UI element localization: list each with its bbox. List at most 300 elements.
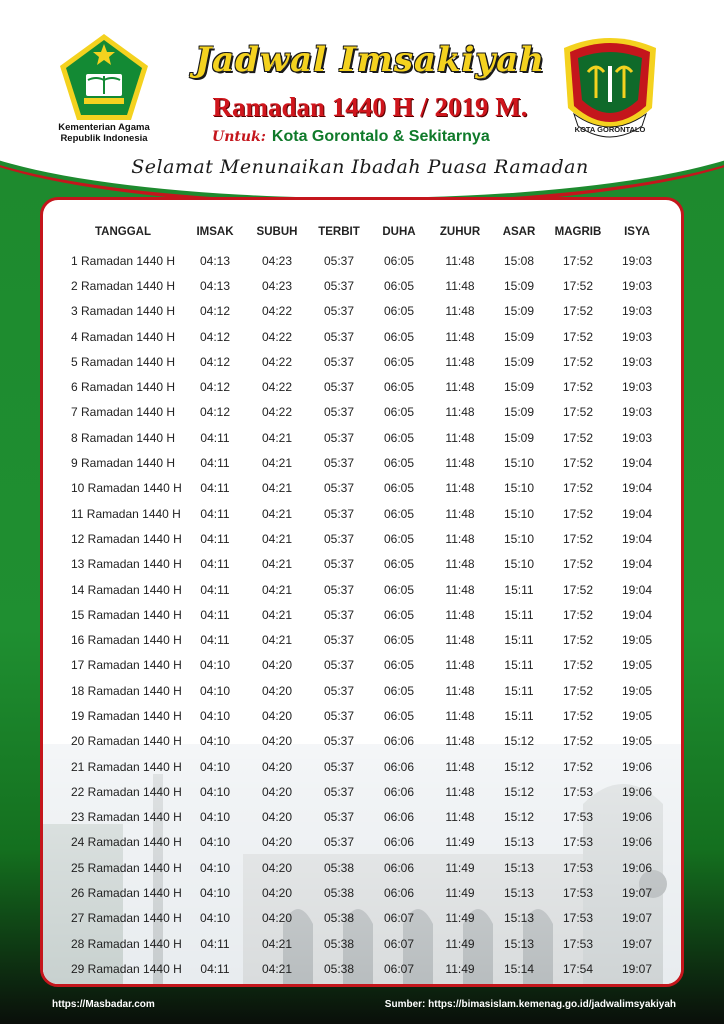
- cell-magrib: 17:52: [562, 506, 594, 521]
- cell-imsak: 04:11: [200, 481, 230, 496]
- cell-duha: 06:06: [383, 810, 415, 825]
- cell-imsak: 04:11: [200, 607, 230, 622]
- cell-terbit: 05:37: [323, 734, 355, 749]
- cell-isya: 19:03: [621, 278, 653, 293]
- cell-asar: 15:09: [503, 430, 535, 445]
- header-isya: ISYA: [624, 226, 650, 238]
- cell-date: 11 Ramadan 1440 H: [71, 506, 181, 521]
- cell-asar: 15:10: [503, 506, 535, 521]
- cell-asar: 15:11: [504, 658, 534, 673]
- cell-terbit: 05:37: [323, 253, 355, 268]
- cell-asar: 15:09: [503, 278, 535, 293]
- header-terbit: TERBIT: [318, 226, 360, 238]
- cell-duha: 06:05: [383, 607, 415, 622]
- cell-isya: 19:04: [621, 531, 653, 546]
- cell-isya: 19:07: [621, 936, 653, 951]
- cell-magrib: 17:52: [562, 708, 594, 723]
- cell-terbit: 05:37: [323, 430, 355, 445]
- cell-isya: 19:03: [621, 304, 653, 319]
- cell-duha: 06:06: [383, 784, 415, 799]
- cell-date: 27 Ramadan 1440 H: [71, 911, 182, 926]
- cell-duha: 06:06: [383, 835, 415, 850]
- cell-duha: 06:05: [383, 430, 415, 445]
- cell-isya: 19:04: [621, 557, 653, 572]
- cell-zuhur: 11:49: [445, 886, 475, 901]
- cell-terbit: 05:37: [323, 405, 355, 420]
- city-crest-text: KOTA GORONTALO: [574, 125, 646, 134]
- table-row: [61, 425, 665, 450]
- cell-zuhur: 11:48: [445, 582, 475, 597]
- cell-imsak: 04:11: [200, 456, 230, 471]
- cell-zuhur: 11:48: [445, 683, 475, 698]
- cell-duha: 06:05: [383, 506, 415, 521]
- cell-magrib: 17:53: [562, 936, 594, 951]
- cell-duha: 06:05: [383, 582, 415, 597]
- cell-magrib: 17:53: [562, 911, 594, 926]
- cell-imsak: 04:10: [199, 683, 231, 698]
- cell-duha: 06:06: [383, 734, 415, 749]
- cell-asar: 15:13: [503, 936, 535, 951]
- cell-magrib: 17:52: [562, 405, 594, 420]
- cell-duha: 06:06: [383, 759, 415, 774]
- cell-asar: 15:12: [503, 810, 535, 825]
- cell-isya: 19:03: [621, 354, 653, 369]
- cell-duha: 06:05: [383, 683, 415, 698]
- cell-asar: 15:11: [504, 683, 534, 698]
- cell-duha: 06:05: [383, 658, 415, 673]
- cell-date: 24 Ramadan 1440 H: [71, 835, 182, 850]
- cell-asar: 15:11: [504, 633, 534, 648]
- cell-magrib: 17:52: [562, 607, 594, 622]
- cell-magrib: 17:53: [562, 886, 594, 901]
- cell-magrib: 17:52: [562, 380, 594, 395]
- cell-duha: 06:07: [383, 961, 415, 976]
- table-body: [61, 248, 665, 982]
- cell-magrib: 17:52: [562, 329, 594, 344]
- cell-zuhur: 11:48: [445, 405, 475, 420]
- cell-subuh: 04:20: [261, 860, 293, 875]
- table-row: [61, 602, 665, 627]
- cell-zuhur: 11:48: [445, 633, 475, 648]
- table-row: [61, 324, 665, 349]
- cell-zuhur: 11:48: [445, 430, 475, 445]
- cell-date: 6 Ramadan 1440 H: [71, 380, 176, 395]
- title-main: Ramadan 1440 H / 2019 M.: [212, 92, 528, 122]
- cell-terbit: 05:37: [323, 506, 355, 521]
- cell-zuhur: 11:49: [445, 936, 475, 951]
- cell-subuh: 04:20: [261, 784, 293, 799]
- cell-date: 8 Ramadan 1440 H: [71, 430, 176, 445]
- cell-date: 7 Ramadan 1440 H: [71, 405, 176, 420]
- cell-imsak: 04:13: [199, 278, 231, 293]
- footer-website: https://Masbadar.com: [52, 999, 155, 1010]
- cell-subuh: 04:23: [261, 253, 293, 268]
- cell-date: 22 Ramadan 1440 H: [71, 784, 182, 799]
- cell-asar: 15:10: [503, 557, 535, 572]
- cell-date: 15 Ramadan 1440 H: [71, 607, 182, 622]
- cell-date: 18 Ramadan 1440 H: [71, 683, 182, 698]
- cell-imsak: 04:12: [199, 329, 231, 344]
- cell-asar: 15:11: [504, 582, 534, 597]
- cell-zuhur: 11:49: [445, 835, 475, 850]
- cell-magrib: 17:52: [562, 582, 594, 597]
- cell-imsak: 04:12: [199, 304, 231, 319]
- cell-subuh: 04:21: [261, 936, 293, 951]
- cell-duha: 06:05: [383, 531, 415, 546]
- cell-imsak: 04:10: [199, 734, 231, 749]
- cell-subuh: 04:21: [261, 607, 293, 622]
- cell-asar: 15:11: [504, 607, 534, 622]
- header-asar: ASAR: [502, 226, 536, 238]
- cell-subuh: 04:21: [261, 531, 293, 546]
- cell-terbit: 05:37: [323, 708, 355, 723]
- untuk-label: Untuk:: [212, 129, 266, 145]
- cell-date: 17 Ramadan 1440 H: [71, 658, 182, 673]
- cell-date: 25 Ramadan 1440 H: [71, 860, 182, 875]
- cell-zuhur: 11:48: [445, 456, 475, 471]
- cell-subuh: 04:22: [261, 304, 293, 319]
- cell-date: 2 Ramadan 1440 H: [71, 278, 176, 293]
- cell-duha: 06:05: [383, 405, 415, 420]
- cell-subuh: 04:22: [261, 380, 293, 395]
- header-imsak: IMSAK: [196, 226, 234, 238]
- cell-date: 19 Ramadan 1440 H: [71, 708, 182, 723]
- cell-terbit: 05:38: [323, 911, 355, 926]
- cell-subuh: 04:21: [261, 481, 293, 496]
- footer-source: Sumber: https://bimasislam.kemenag.go.id/jadwalimsyakiyah: [384, 999, 676, 1010]
- table-row: [61, 526, 665, 551]
- cell-asar: 15:10: [503, 456, 535, 471]
- table-row: [61, 855, 665, 880]
- cell-magrib: 17:52: [562, 734, 594, 749]
- cell-imsak: 04:11: [200, 582, 230, 597]
- cell-asar: 15:09: [503, 380, 535, 395]
- cell-terbit: 05:37: [323, 607, 355, 622]
- cell-zuhur: 11:49: [445, 961, 475, 976]
- cell-zuhur: 11:48: [445, 734, 475, 749]
- cell-subuh: 04:20: [261, 911, 293, 926]
- cell-imsak: 04:10: [199, 911, 231, 926]
- cell-imsak: 04:12: [199, 354, 231, 369]
- cell-isya: 19:05: [621, 658, 653, 673]
- cell-date: 16 Ramadan 1440 H: [71, 633, 182, 648]
- table-row: [61, 678, 665, 703]
- cell-duha: 06:05: [383, 354, 415, 369]
- table-row: [61, 273, 665, 298]
- cell-isya: 19:03: [621, 380, 653, 395]
- cell-subuh: 04:20: [261, 734, 293, 749]
- table-row: [61, 653, 665, 678]
- cell-imsak: 04:11: [200, 430, 230, 445]
- cell-zuhur: 11:48: [445, 708, 475, 723]
- cell-magrib: 17:54: [562, 961, 594, 976]
- cell-imsak: 04:11: [200, 961, 230, 976]
- cell-duha: 06:05: [383, 380, 415, 395]
- cell-isya: 19:03: [621, 253, 653, 268]
- cell-terbit: 05:37: [323, 278, 355, 293]
- cell-isya: 19:06: [621, 784, 653, 799]
- cell-imsak: 04:12: [199, 380, 231, 395]
- cell-magrib: 17:52: [562, 278, 594, 293]
- cell-imsak: 04:11: [200, 531, 230, 546]
- cell-terbit: 05:38: [323, 961, 355, 976]
- cell-imsak: 04:10: [199, 810, 231, 825]
- cell-duha: 06:07: [383, 936, 415, 951]
- cell-isya: 19:04: [621, 506, 653, 521]
- cell-isya: 19:06: [621, 835, 653, 850]
- cell-isya: 19:06: [621, 860, 653, 875]
- ministry-line1: Kementerian Agama: [58, 122, 150, 133]
- cell-date: 21 Ramadan 1440 H: [71, 759, 182, 774]
- table-row: [61, 248, 665, 273]
- table-row: [61, 805, 665, 830]
- cell-zuhur: 11:48: [445, 329, 475, 344]
- cell-subuh: 04:21: [261, 961, 293, 976]
- cell-isya: 19:05: [621, 633, 653, 648]
- cell-isya: 19:03: [621, 329, 653, 344]
- cell-duha: 06:05: [383, 329, 415, 344]
- cell-isya: 19:04: [621, 582, 653, 597]
- cell-terbit: 05:37: [323, 633, 355, 648]
- cell-zuhur: 11:48: [445, 506, 475, 521]
- cell-terbit: 05:37: [323, 658, 355, 673]
- table-row: [61, 830, 665, 855]
- cell-zuhur: 11:48: [445, 253, 475, 268]
- table-row: [61, 450, 665, 475]
- cell-date: 28 Ramadan 1440 H: [71, 936, 182, 951]
- cell-duha: 06:06: [383, 860, 415, 875]
- location-row: [212, 128, 490, 146]
- cell-isya: 19:03: [621, 430, 653, 445]
- cell-asar: 15:10: [503, 481, 535, 496]
- cell-imsak: 04:10: [199, 658, 231, 673]
- cell-duha: 06:05: [383, 708, 415, 723]
- cell-subuh: 04:20: [261, 658, 293, 673]
- cell-zuhur: 11:48: [445, 380, 475, 395]
- cell-isya: 19:07: [621, 886, 653, 901]
- cell-isya: 19:06: [621, 810, 653, 825]
- cell-isya: 19:05: [621, 708, 653, 723]
- cell-isya: 19:05: [621, 734, 653, 749]
- cell-subuh: 04:20: [261, 810, 293, 825]
- cell-terbit: 05:37: [323, 784, 355, 799]
- cell-duha: 06:06: [383, 886, 415, 901]
- table-row: [61, 627, 665, 652]
- table-row: [61, 754, 665, 779]
- cell-date: 1 Ramadan 1440 H: [71, 253, 176, 268]
- cell-zuhur: 11:48: [445, 304, 475, 319]
- cell-isya: 19:04: [621, 456, 653, 471]
- cell-duha: 06:07: [383, 911, 415, 926]
- cell-terbit: 05:37: [323, 810, 355, 825]
- cell-magrib: 17:52: [562, 658, 594, 673]
- cell-zuhur: 11:48: [445, 658, 475, 673]
- cell-zuhur: 11:48: [445, 481, 475, 496]
- cell-asar: 15:09: [503, 354, 535, 369]
- cell-asar: 15:09: [503, 329, 535, 344]
- cell-zuhur: 11:48: [445, 810, 475, 825]
- cell-imsak: 04:13: [199, 253, 231, 268]
- cell-imsak: 04:10: [199, 886, 231, 901]
- cell-imsak: 04:11: [200, 506, 230, 521]
- ministry-line2: Republik Indonesia: [60, 133, 148, 144]
- cell-asar: 15:11: [504, 708, 534, 723]
- cell-terbit: 05:37: [323, 380, 355, 395]
- table-row: [61, 956, 665, 981]
- cell-terbit: 05:37: [323, 582, 355, 597]
- cell-date: 4 Ramadan 1440 H: [71, 329, 176, 344]
- cell-date: 9 Ramadan 1440 H: [71, 456, 176, 471]
- table-row: [61, 703, 665, 728]
- location-text: Kota Gorontalo & Sekitarnya: [271, 128, 490, 145]
- cell-duha: 06:05: [383, 253, 415, 268]
- table-row: [61, 374, 665, 399]
- cell-terbit: 05:38: [323, 886, 355, 901]
- cell-zuhur: 11:48: [445, 557, 475, 572]
- table-row: [61, 349, 665, 374]
- cell-asar: 15:14: [503, 961, 535, 976]
- cell-date: 3 Ramadan 1440 H: [71, 304, 176, 319]
- cell-terbit: 05:38: [323, 936, 355, 951]
- table-row: [61, 476, 665, 501]
- cell-asar: 15:09: [503, 304, 535, 319]
- cell-magrib: 17:52: [562, 481, 594, 496]
- cell-subuh: 04:21: [261, 633, 293, 648]
- header-zuhur: ZUHUR: [439, 226, 481, 238]
- cell-magrib: 17:52: [562, 683, 594, 698]
- cell-asar: 15:13: [503, 860, 535, 875]
- table-row: [61, 729, 665, 754]
- cell-magrib: 17:52: [562, 531, 594, 546]
- ministry-logo-icon: [56, 30, 152, 126]
- cell-subuh: 04:20: [261, 683, 293, 698]
- cell-asar: 15:12: [503, 759, 535, 774]
- cell-magrib: 17:52: [562, 354, 594, 369]
- cell-magrib: 17:52: [562, 304, 594, 319]
- cell-magrib: 17:52: [562, 557, 594, 572]
- cell-subuh: 04:23: [261, 278, 293, 293]
- cell-zuhur: 11:49: [445, 911, 475, 926]
- cell-date: 13 Ramadan 1440 H: [71, 557, 182, 572]
- header-magrib: MAGRIB: [554, 226, 602, 238]
- cell-imsak: 04:10: [199, 708, 231, 723]
- cell-zuhur: 11:48: [445, 607, 475, 622]
- cell-magrib: 17:53: [562, 835, 594, 850]
- table-row: [61, 577, 665, 602]
- cell-asar: 15:08: [503, 253, 535, 268]
- cell-date: 10 Ramadan 1440 H: [71, 481, 182, 496]
- cell-imsak: 04:10: [199, 784, 231, 799]
- cell-subuh: 04:21: [261, 557, 293, 572]
- cell-magrib: 17:52: [562, 430, 594, 445]
- cell-magrib: 17:52: [562, 759, 594, 774]
- cell-terbit: 05:37: [323, 557, 355, 572]
- cell-asar: 15:12: [503, 734, 535, 749]
- cell-date: 29 Ramadan 1440 H: [71, 961, 182, 976]
- table-row: [61, 299, 665, 324]
- cell-duha: 06:05: [383, 278, 415, 293]
- cell-isya: 19:04: [621, 607, 653, 622]
- cell-magrib: 17:52: [562, 253, 594, 268]
- cell-date: 23 Ramadan 1440 H: [71, 810, 182, 825]
- cell-isya: 19:05: [621, 683, 653, 698]
- cell-magrib: 17:53: [562, 810, 594, 825]
- cell-imsak: 04:10: [199, 759, 231, 774]
- cell-terbit: 05:37: [323, 531, 355, 546]
- cell-duha: 06:05: [383, 456, 415, 471]
- cell-asar: 15:13: [503, 911, 535, 926]
- header-tanggal: TANGGAL: [94, 226, 151, 238]
- cell-asar: 15:13: [503, 835, 535, 850]
- cell-subuh: 04:21: [261, 430, 293, 445]
- cell-terbit: 05:37: [323, 835, 355, 850]
- table-row: [61, 931, 665, 956]
- cell-isya: 19:07: [621, 911, 653, 926]
- table-row: [61, 880, 665, 905]
- cell-terbit: 05:37: [323, 481, 355, 496]
- cell-date: 5 Ramadan 1440 H: [71, 354, 176, 369]
- cell-zuhur: 11:48: [445, 354, 475, 369]
- schedule-panel: [40, 197, 684, 987]
- table-row: [61, 400, 665, 425]
- schedule-table: [61, 216, 665, 982]
- cell-zuhur: 11:48: [445, 759, 475, 774]
- cell-terbit: 05:37: [323, 683, 355, 698]
- cell-date: 26 Ramadan 1440 H: [71, 886, 182, 901]
- cell-duha: 06:05: [383, 633, 415, 648]
- table-row: [61, 779, 665, 804]
- table-row: [61, 501, 665, 526]
- cell-magrib: 17:52: [562, 633, 594, 648]
- cell-terbit: 05:38: [323, 860, 355, 875]
- cell-subuh: 04:22: [261, 405, 293, 420]
- table-row: [61, 906, 665, 931]
- cell-asar: 15:09: [503, 405, 535, 420]
- cell-subuh: 04:22: [261, 354, 293, 369]
- header-subuh: SUBUH: [256, 226, 298, 238]
- cell-asar: 15:13: [503, 886, 535, 901]
- cell-imsak: 04:12: [199, 405, 231, 420]
- table-row: [61, 552, 665, 577]
- cell-subuh: 04:20: [261, 886, 293, 901]
- title-script: Jadwal Imsakiyah: [195, 40, 545, 80]
- cell-terbit: 05:37: [323, 329, 355, 344]
- cell-zuhur: 11:48: [445, 784, 475, 799]
- cell-duha: 06:05: [383, 557, 415, 572]
- cell-zuhur: 11:49: [445, 860, 475, 875]
- cell-zuhur: 11:48: [445, 278, 475, 293]
- cell-asar: 15:10: [503, 531, 535, 546]
- ministry-name: [40, 122, 168, 144]
- cell-imsak: 04:11: [200, 936, 230, 951]
- cell-terbit: 05:37: [323, 354, 355, 369]
- cell-isya: 19:07: [621, 961, 653, 976]
- cell-subuh: 04:22: [261, 329, 293, 344]
- header-duha: DUHA: [382, 226, 416, 238]
- cell-asar: 15:12: [503, 784, 535, 799]
- cell-magrib: 17:52: [562, 456, 594, 471]
- city-crest-icon: [556, 28, 664, 148]
- cell-imsak: 04:10: [199, 860, 231, 875]
- cell-date: 12 Ramadan 1440 H: [71, 531, 182, 546]
- cell-isya: 19:06: [621, 759, 653, 774]
- cell-date: 20 Ramadan 1440 H: [71, 734, 182, 749]
- cell-subuh: 04:21: [261, 456, 293, 471]
- cell-imsak: 04:10: [199, 835, 231, 850]
- cell-subuh: 04:21: [261, 582, 293, 597]
- cell-magrib: 17:53: [562, 860, 594, 875]
- cell-magrib: 17:53: [562, 784, 594, 799]
